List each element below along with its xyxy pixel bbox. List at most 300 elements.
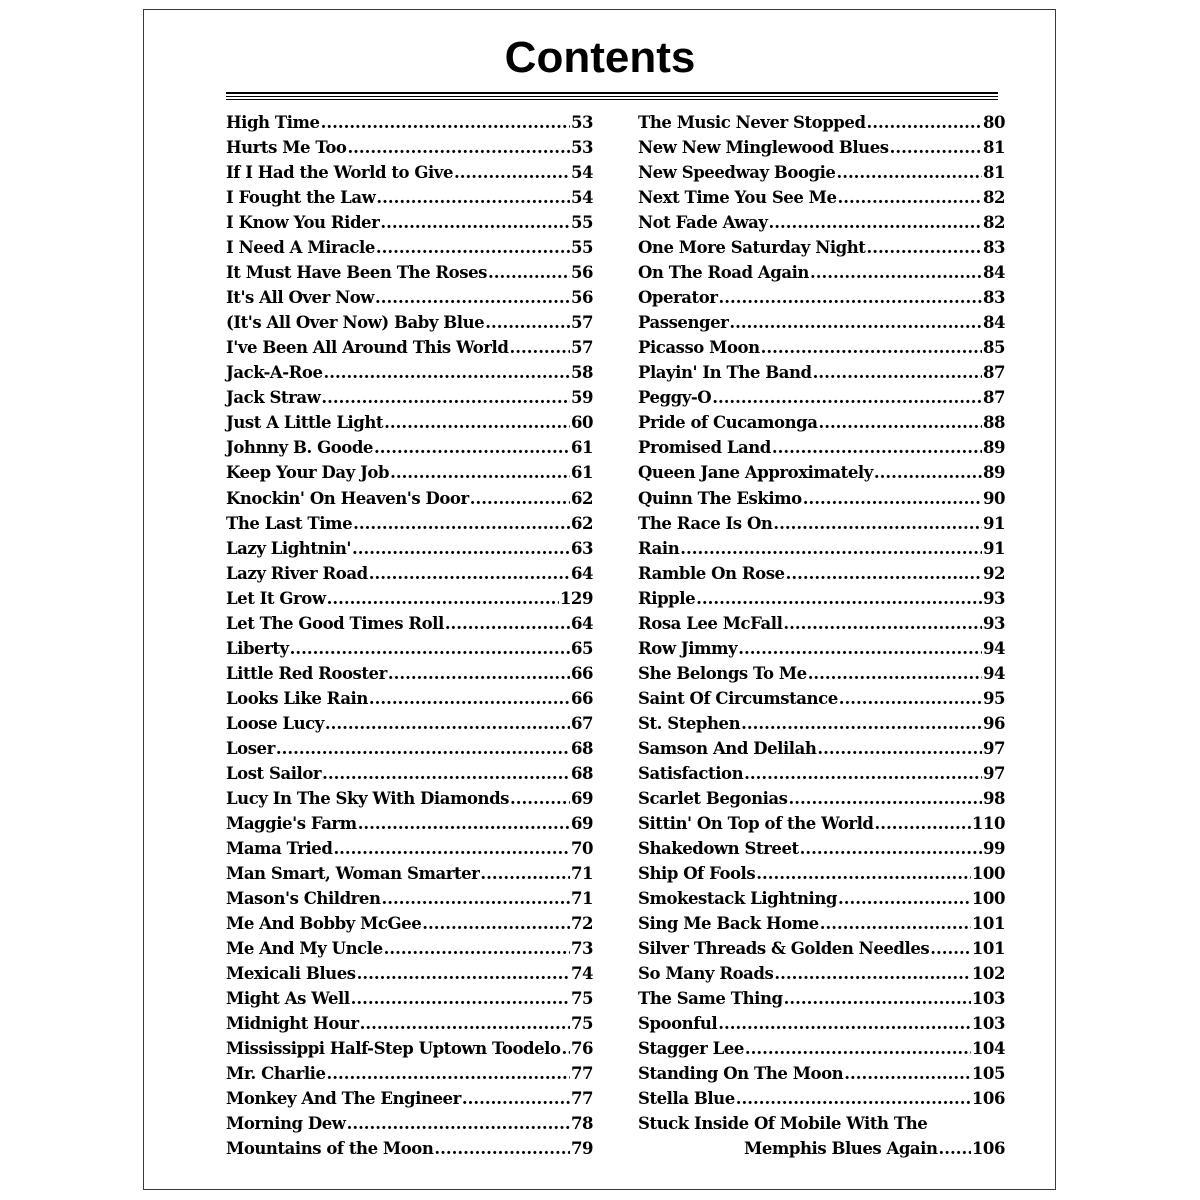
toc-entry-title: Mexicali Blues (226, 964, 356, 984)
title-rule (226, 96, 998, 97)
toc-entry (638, 634, 1005, 659)
toc-entry (638, 1084, 1005, 1109)
toc-entry-title: Memphis Blues Again (744, 1139, 938, 1159)
dot-leader (434, 1139, 570, 1159)
toc-entry-page: 105 (971, 1064, 1005, 1084)
toc-entry (638, 258, 1005, 283)
toc-entry-page: 85 (982, 338, 1005, 358)
toc-entry-page: 97 (982, 763, 1005, 783)
toc-entry-page: 101 (971, 914, 1005, 934)
toc-entry-page: 103 (971, 989, 1005, 1009)
toc-entry-page: 61 (570, 438, 593, 458)
toc-entry-title: One More Saturday Night (638, 238, 866, 258)
toc-entry-title: Stella Blue (638, 1089, 735, 1109)
toc-entry-title: It Must Have Been The Roses (226, 263, 487, 283)
toc-entry (638, 584, 1005, 609)
toc-entry-page: 80 (982, 113, 1005, 133)
toc-entry-page: 75 (570, 1014, 593, 1034)
dot-leader (738, 639, 982, 659)
toc-entry (638, 358, 1005, 383)
toc-entry (638, 208, 1005, 233)
toc-entry (226, 258, 593, 283)
toc-entry (226, 934, 593, 959)
toc-entry-title: Pride of Cucamonga (638, 413, 818, 433)
dot-leader (562, 1039, 570, 1059)
toc-entry-page: 71 (570, 889, 593, 908)
toc-entry (226, 133, 593, 158)
toc-entry (226, 208, 593, 233)
toc-entry (638, 909, 1005, 934)
dot-leader (352, 539, 570, 559)
toc-entry-page: 64 (570, 613, 593, 633)
dot-leader (510, 789, 570, 809)
dot-leader (803, 489, 982, 509)
toc-entry-page: 93 (982, 588, 1005, 608)
toc-entry-title: Man Smart, Woman Smarter (226, 863, 480, 883)
toc-entry-page: 82 (982, 213, 1005, 233)
toc-entry (638, 1059, 1005, 1084)
toc-entry (638, 333, 1005, 358)
toc-entry-title: Ripple (638, 588, 696, 608)
toc-entry-title: Satisfaction (638, 763, 744, 783)
toc-entry (226, 1084, 593, 1109)
toc-entry-page: 53 (570, 113, 593, 133)
toc-entry (638, 183, 1005, 208)
dot-leader (930, 939, 971, 959)
dot-leader (867, 113, 982, 133)
toc-entry-title: Picasso Moon (638, 338, 760, 358)
toc-entry-page: 55 (570, 238, 593, 258)
toc-entry-title: (It's All Over Now) Baby Blue (226, 313, 485, 333)
toc-entry-page: 84 (982, 263, 1005, 283)
dot-leader (358, 814, 570, 834)
dot-leader (462, 1089, 570, 1109)
toc-entry-page: 61 (570, 463, 593, 483)
toc-entry-page: 103 (971, 1014, 1005, 1034)
toc-entry-title: Lost Sailor (226, 763, 322, 783)
toc-entry-title: Keep Your Day Job (226, 463, 390, 483)
toc-entry-page: 90 (982, 488, 1005, 508)
toc-entry-title: Rain (638, 538, 680, 558)
dot-leader (810, 263, 982, 283)
toc-entry-title: Lazy River Road (226, 563, 368, 583)
dot-leader (488, 263, 570, 283)
dot-leader (838, 188, 982, 208)
toc-entry-title: Midnight Hour (226, 1014, 359, 1034)
toc-entry-page: 99 (982, 838, 1005, 858)
dot-leader (817, 739, 982, 759)
dot-leader (327, 1064, 570, 1084)
toc-entry (638, 433, 1005, 458)
toc-entry (638, 709, 1005, 734)
toc-entry-page: 88 (982, 413, 1005, 433)
dot-leader (696, 589, 982, 609)
toc-entry-page: 62 (570, 488, 593, 508)
toc-entry (226, 383, 593, 408)
dot-leader (324, 363, 570, 383)
toc-entry-title: Queen Jane Approximately (638, 463, 873, 483)
toc-entry-page: 69 (570, 813, 593, 833)
toc-entry-title: Promised Land (638, 438, 771, 458)
dot-leader (838, 889, 971, 909)
toc-entry (226, 659, 593, 684)
dot-leader (786, 564, 982, 584)
toc-entry-title: The Same Thing (638, 989, 783, 1009)
toc-entry (638, 158, 1005, 183)
toc-entry-title: Standing On The Moon (638, 1064, 844, 1084)
toc-entry (226, 734, 593, 759)
toc-entry-page: 78 (570, 1114, 593, 1134)
contents-column-left (226, 108, 593, 1159)
dot-leader (369, 689, 570, 709)
dot-leader (741, 714, 982, 734)
toc-entry (226, 483, 593, 508)
toc-entry (226, 809, 593, 834)
dot-leader (875, 814, 971, 834)
toc-entry (226, 283, 593, 308)
title-rule (226, 99, 998, 100)
toc-entry-title: Maggie's Farm (226, 813, 357, 833)
toc-entry-page: 56 (570, 263, 593, 283)
toc-entry-title: Scarlet Begonias (638, 788, 788, 808)
toc-entry-page: 75 (570, 989, 593, 1009)
toc-entry-title: Row Jimmy (638, 638, 738, 658)
toc-entry-page: 58 (570, 363, 593, 383)
toc-entry (226, 1034, 593, 1059)
dot-leader (325, 714, 570, 734)
dot-leader (322, 764, 570, 784)
toc-entry-title: Operator (638, 288, 718, 308)
toc-entry-title: It's All Over Now (226, 288, 375, 308)
toc-entry-title: Sing Me Back Home (638, 914, 819, 934)
toc-entry-page: 89 (982, 463, 1005, 483)
dot-leader (470, 489, 570, 509)
toc-entry-page: 96 (982, 713, 1005, 733)
toc-entry-page: 93 (982, 613, 1005, 633)
toc-entry-page: 53 (570, 138, 593, 158)
toc-entry-page: 59 (570, 388, 593, 408)
toc-entry (226, 909, 593, 934)
dot-leader (485, 313, 570, 333)
toc-entry (638, 458, 1005, 483)
toc-entry-title: Playin' In The Band (638, 363, 812, 383)
dot-leader (719, 288, 982, 308)
dot-leader (445, 614, 570, 634)
dot-leader (357, 964, 570, 984)
page-title: Contents (504, 33, 696, 82)
toc-entry-title: Passenger (638, 313, 729, 333)
dot-leader (736, 1089, 971, 1109)
toc-entry-page: 104 (971, 1039, 1005, 1059)
toc-entry-page: 91 (982, 513, 1005, 533)
toc-entry-page: 83 (982, 288, 1005, 308)
toc-entry-title: I Fought the Law (226, 188, 376, 208)
toc-entry (226, 559, 593, 584)
toc-entry (226, 458, 593, 483)
toc-entry (226, 333, 593, 358)
toc-entry-title: Hurts Me Too (226, 138, 347, 158)
toc-entry-page: 66 (570, 688, 593, 708)
toc-entry (638, 609, 1005, 634)
toc-entry-title: St. Stephen (638, 713, 741, 733)
toc-entry (638, 784, 1005, 809)
toc-entry (638, 734, 1005, 759)
dot-leader (321, 113, 570, 133)
toc-entry-title: Knockin' On Heaven's Door (226, 488, 469, 508)
dot-leader (375, 288, 570, 308)
toc-entry-title: Looks Like Rain (226, 688, 368, 708)
dot-leader (384, 413, 570, 433)
toc-entry-title: Rosa Lee McFall (638, 613, 783, 633)
toc-entry-title: New Speedway Boogie (638, 163, 836, 183)
toc-entry-page: 66 (570, 663, 593, 683)
dot-leader (376, 238, 570, 258)
toc-entry (226, 709, 593, 734)
toc-entry (638, 684, 1005, 709)
toc-entry (226, 358, 593, 383)
dot-leader (839, 689, 982, 709)
toc-entry-title: High Time (226, 113, 320, 133)
dot-leader (374, 438, 570, 458)
dot-leader (353, 514, 570, 534)
dot-leader (376, 188, 570, 208)
toc-entry-page: 91 (982, 538, 1005, 558)
toc-entry (638, 809, 1005, 834)
toc-entry-page: 77 (570, 1064, 593, 1084)
toc-entry (638, 559, 1005, 584)
toc-entry-title: Mountains of the Moon (226, 1139, 434, 1159)
toc-entry (638, 308, 1005, 333)
dot-leader (866, 238, 981, 258)
toc-entry-page: 83 (982, 238, 1005, 258)
toc-entry-title: Let It Grow (226, 588, 326, 608)
toc-entry-page: 82 (982, 188, 1005, 208)
toc-entry-page: 54 (570, 163, 593, 183)
dot-leader (276, 739, 570, 759)
toc-entry-title: Johnny B. Goode (226, 438, 373, 458)
toc-entry (226, 784, 593, 809)
toc-entry-title: Silver Threads & Golden Needles (638, 939, 930, 959)
dot-leader (874, 463, 982, 483)
toc-entry (638, 534, 1005, 559)
toc-entry-page: 57 (570, 338, 593, 358)
toc-entry (226, 183, 593, 208)
title-rule (226, 92, 998, 94)
dot-leader (422, 914, 570, 934)
dot-leader (390, 463, 570, 483)
toc-entry-page: 57 (570, 313, 593, 333)
toc-entry-title: Next Time You See Me (638, 188, 837, 208)
toc-entry (226, 609, 593, 634)
toc-entry-title: So Many Roads (638, 964, 774, 984)
toc-entry-page: 97 (982, 738, 1005, 758)
toc-entry-page: 72 (570, 914, 593, 934)
toc-entry-title: Smokestack Lightning (638, 889, 837, 908)
toc-entry-page: 63 (570, 538, 593, 558)
dot-leader (890, 138, 982, 158)
toc-entry-title: Little Red Rooster (226, 663, 387, 683)
toc-entry (638, 233, 1005, 258)
toc-entry-title: Stagger Lee (638, 1039, 744, 1059)
dot-leader (844, 1064, 971, 1084)
toc-entry (638, 509, 1005, 534)
toc-entry (226, 1059, 593, 1084)
toc-entry-page: 68 (570, 763, 593, 783)
toc-entry-title: Shakedown Street (638, 838, 799, 858)
toc-entry-page: 81 (982, 138, 1005, 158)
toc-entry (226, 759, 593, 784)
dot-leader (818, 413, 981, 433)
toc-entry-page: 54 (570, 188, 593, 208)
toc-entry-page: 77 (570, 1089, 593, 1109)
toc-entry (226, 108, 593, 133)
toc-entry-title: Let The Good Times Roll (226, 613, 444, 633)
dot-leader (789, 789, 982, 809)
toc-entry-page: 129 (559, 588, 593, 608)
toc-entry-title: She Belongs To Me (638, 663, 807, 683)
toc-entry-page: 55 (570, 213, 593, 233)
toc-entry (226, 859, 593, 884)
toc-entry (638, 1034, 1005, 1059)
toc-entry (638, 934, 1005, 959)
toc-entry (226, 584, 593, 609)
toc-entry (638, 884, 1005, 909)
toc-entry (226, 534, 593, 559)
toc-entry-title: Me And My Uncle (226, 939, 383, 959)
toc-entry-title: Sittin' On Top of the World (638, 813, 874, 833)
dot-leader (772, 438, 982, 458)
toc-entry-title: Jack-A-Roe (226, 363, 323, 383)
toc-entry-page: 100 (971, 863, 1005, 883)
toc-entry (638, 659, 1005, 684)
toc-entry (226, 684, 593, 709)
dot-leader (290, 639, 570, 659)
toc-entry-page: 79 (570, 1139, 593, 1159)
dot-leader (761, 338, 982, 358)
toc-entry-title: Samson And Delilah (638, 738, 817, 758)
toc-entry (638, 1109, 1005, 1134)
dot-leader (718, 1014, 971, 1034)
contents-column-right (638, 108, 1005, 1159)
toc-entry-title: Ship Of Fools (638, 863, 756, 883)
dot-leader (480, 864, 570, 884)
toc-entry-page: 94 (982, 638, 1005, 658)
toc-entry (638, 959, 1005, 984)
toc-entry-page: 76 (570, 1039, 593, 1059)
toc-entry-page: 68 (570, 738, 593, 758)
dot-leader (360, 1014, 570, 1034)
toc-entry-title: Morning Dew (226, 1114, 346, 1134)
toc-entry-title: Just A Little Light (226, 413, 384, 433)
toc-entry-title: Ramble On Rose (638, 563, 785, 583)
toc-entry-title: Loser (226, 738, 275, 758)
toc-entry-page: 67 (570, 713, 593, 733)
dot-leader (774, 964, 971, 984)
toc-entry-title: Quinn The Eskimo (638, 488, 802, 508)
toc-entry-title: The Last Time (226, 513, 353, 533)
toc-entry (226, 1134, 593, 1159)
toc-entry-page: 73 (570, 939, 593, 959)
toc-entry-title: I Need A Miracle (226, 238, 375, 258)
dot-leader (369, 564, 570, 584)
toc-entry-page: 69 (570, 788, 593, 808)
toc-entry-page: 87 (982, 363, 1005, 383)
toc-entry-page: 87 (982, 388, 1005, 408)
toc-entry (638, 483, 1005, 508)
toc-entry (226, 433, 593, 458)
toc-entry-title: Jack Straw (226, 388, 321, 408)
toc-entry-title: Not Fade Away (638, 213, 768, 233)
toc-entry-page: 101 (971, 939, 1005, 959)
toc-entry (226, 308, 593, 333)
toc-entry (226, 158, 593, 183)
dot-leader (939, 1139, 971, 1159)
toc-entry-title: Me And Bobby McGee (226, 914, 422, 934)
toc-entry-page: 71 (570, 863, 593, 883)
toc-entry (226, 509, 593, 534)
dot-leader (800, 839, 982, 859)
dot-leader (744, 764, 982, 784)
dot-leader (820, 914, 971, 934)
toc-entry-title: Mississippi Half-Step Uptown Toodelo (226, 1039, 561, 1059)
dot-leader (680, 539, 982, 559)
dot-leader (382, 889, 570, 909)
toc-entry-title: Lucy In The Sky With Diamonds (226, 788, 510, 808)
toc-entry-title: Might As Well (226, 989, 350, 1009)
toc-entry-page: 94 (982, 663, 1005, 683)
toc-entry-page: 89 (982, 438, 1005, 458)
toc-entry-page: 106 (971, 1089, 1005, 1109)
dot-leader (773, 514, 982, 534)
toc-entry-title: On The Road Again (638, 263, 809, 283)
dot-leader (813, 363, 982, 383)
dot-leader (509, 338, 569, 358)
toc-entry-title: Loose Lucy (226, 713, 324, 733)
toc-entry (226, 984, 593, 1009)
toc-entry-title: I Know You Rider (226, 213, 380, 233)
dot-leader (347, 1114, 570, 1134)
toc-entry-title: Mr. Charlie (226, 1064, 326, 1084)
dot-leader (388, 664, 570, 684)
toc-entry-page: 106 (971, 1139, 1005, 1159)
toc-entry-page: 74 (570, 964, 593, 984)
dot-leader (380, 213, 570, 233)
toc-entry-page: 56 (570, 288, 593, 308)
toc-entry-title: The Music Never Stopped (638, 113, 866, 133)
toc-entry (226, 233, 593, 258)
toc-entry-page: 81 (982, 163, 1005, 183)
toc-entry-title: Saint Of Circumstance (638, 688, 838, 708)
dot-leader (333, 839, 570, 859)
toc-entry-page: 95 (982, 688, 1005, 708)
toc-entry (226, 634, 593, 659)
toc-entry-title: I've Been All Around This World (226, 338, 509, 358)
dot-leader (769, 213, 982, 233)
dot-leader (745, 1039, 971, 1059)
toc-entry-title: Liberty (226, 638, 289, 658)
toc-entry-title: New New Minglewood Blues (638, 138, 889, 158)
dot-leader (712, 388, 982, 408)
toc-entry-title: The Race Is On (638, 513, 773, 533)
toc-entry-page: 84 (982, 313, 1005, 333)
toc-entry-title: Monkey And The Engineer (226, 1089, 461, 1109)
toc-entry-page: 70 (570, 838, 593, 858)
toc-entry-title: Mama Tried (226, 838, 333, 858)
toc-entry-page: 100 (971, 889, 1005, 908)
toc-entry (226, 959, 593, 984)
toc-entry (638, 1009, 1005, 1034)
toc-entry-title: Spoonful (638, 1014, 718, 1034)
